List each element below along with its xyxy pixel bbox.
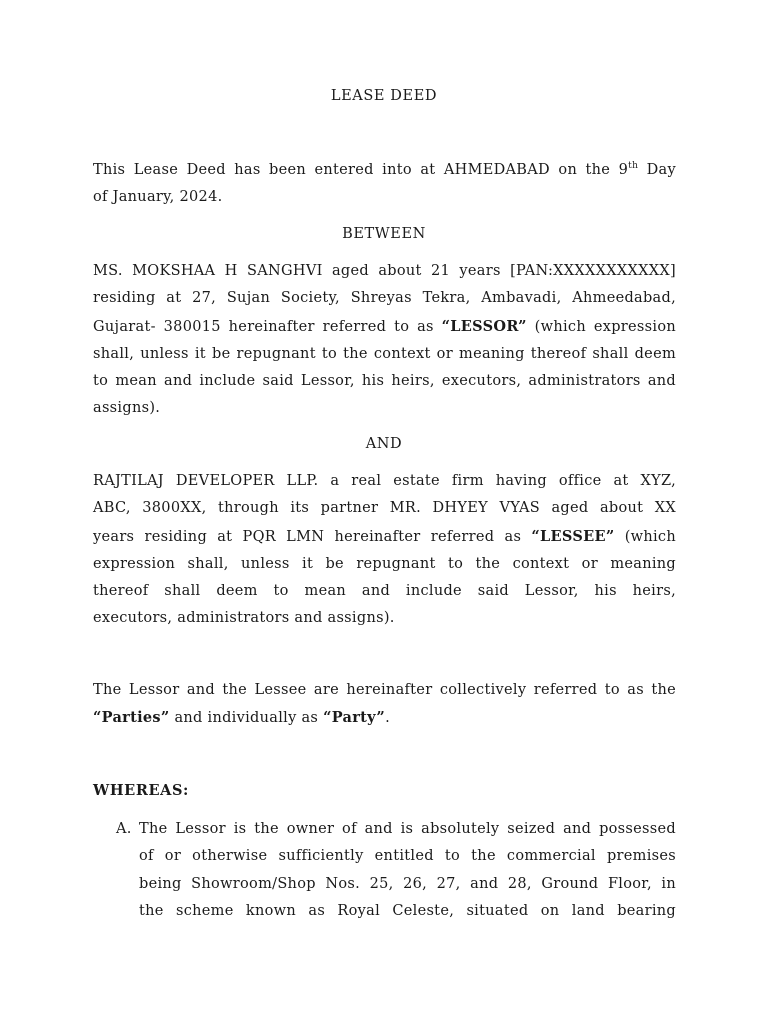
parties-paragraph (93, 677, 676, 733)
recital-a-body (139, 816, 676, 925)
lessee-line-2: ABC, 3800XX, through its partner MR. DHYEY VYAS aged about XX (93, 500, 676, 517)
recital-marker: A. (116, 821, 132, 837)
recital-a-line-2: of or otherwise sufficiently entitled to the commercial premises (139, 848, 676, 865)
lessor-line-6: assigns). (93, 400, 161, 417)
ordinal-suffix: th (628, 161, 639, 171)
document-title: LEASE DEED (330, 88, 438, 104)
parties-term: “Parties” (93, 709, 170, 727)
lessor-line-4: shall, unless it be repugnant to the context or meaning thereof shall deem (93, 345, 676, 362)
lessee-line-3: years residing at PQR LMN hereinafter referred as “LESSEE” (which (93, 527, 676, 545)
lessee-line-1: RAJTILAJ DEVELOPER LLP. a real estate firm having office at XYZ, (93, 473, 676, 489)
whereas-heading: WHEREAS: (93, 782, 190, 799)
lessor-line-2: residing at 27, Sujan Society, Shreyas Tekra, Ambavadi, Ahmeedabad, (93, 290, 676, 307)
lessee-line-6: executors, administrators and assigns). (93, 610, 395, 627)
lessee-term: “LESSEE” (531, 527, 615, 545)
lessee-paragraph (93, 468, 676, 633)
lessor-line-5: to mean and include said Lessor, his heirs, executors, administrators and (93, 373, 676, 390)
lessor-line-1: MS. MOKSHAA H SANGHVI aged about 21 years [PAN:XXXXXXXXXXX] (93, 263, 676, 279)
lessor-line-3: Gujarat- 380015 hereinafter referred to as “LESSOR” (which expression (93, 317, 676, 335)
intro-line-2: of January, 2024. (93, 189, 223, 206)
intro-line-1: This Lease Deed has been entered into at AHMEDABAD on the 9th Day (93, 161, 676, 178)
lessor-paragraph (93, 258, 676, 423)
lessor-term: “LESSOR” (441, 317, 527, 335)
parties-line-1: The Lessor and the Lessee are hereinafter collectively referred to as the (93, 682, 676, 698)
lessee-line-5: thereof shall deem to mean and include said Lessor, his heirs, (93, 583, 676, 600)
between-heading: BETWEEN (342, 226, 426, 242)
party-term: “Party” (323, 709, 386, 727)
recital-a-line-4: the scheme known as Royal Celeste, situated on land bearing (139, 902, 676, 919)
parties-line-2: “Parties” and individually as “Party”. (93, 709, 390, 727)
and-heading: AND (365, 436, 403, 452)
intro-paragraph (93, 157, 676, 212)
lessee-line-4: expression shall, unless it be repugnant to the context or meaning (93, 555, 676, 572)
recital-a-line-3: being Showroom/Shop Nos. 25, 26, 27, and 28, Ground Floor, in (139, 875, 676, 892)
recital-a-line-1: The Lessor is the owner of and is absolutely seized and possessed (139, 821, 676, 837)
